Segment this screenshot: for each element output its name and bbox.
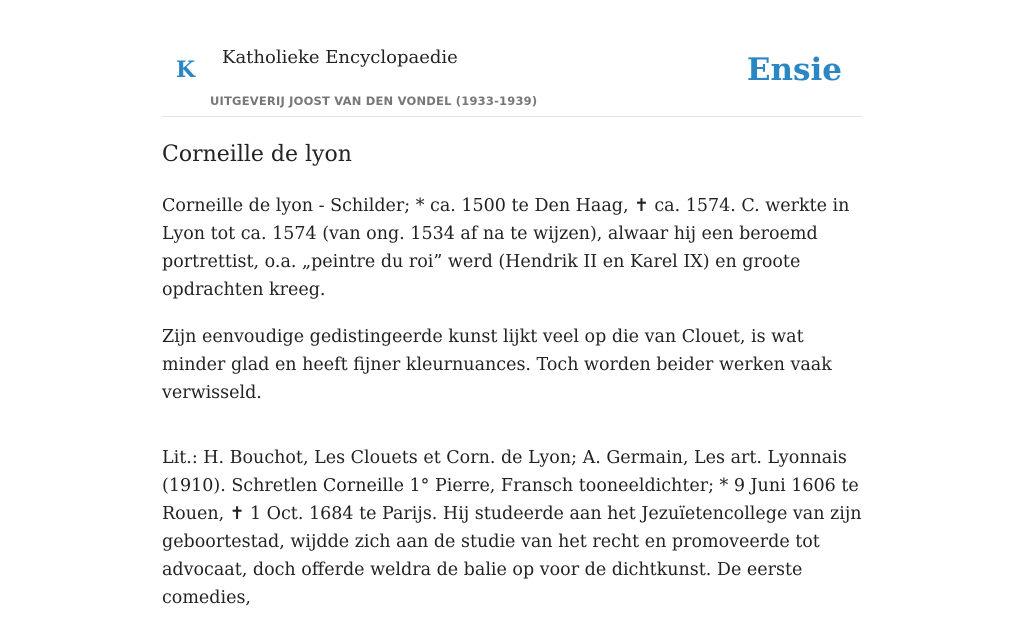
site-header (162, 0, 862, 117)
article-paragraph: Lit.: H. Bouchot, Les Clouets et Corn. de Lyon; A. Germain, Les art. Lyonnais (1910). Schretlen Corneille 1° Pierre, Fransch tooneeldichter; * 9 Juni 1606 te Rouen, ✝ 1 Oct. 1684 te Parijs. Hij studeerde aan het Jezuïetencollege van zijn geboortestad, wijdde zich aan de studie van het recht en promoveerde tot advocaat, doch offerde weldra de balie op voor de dichtkunst. De eerste comedies, (162, 448, 862, 608)
encyclopedia-logo[interactable]: K (176, 57, 196, 83)
article-title: Corneille de lyon (162, 142, 352, 167)
ensie-brand-logo[interactable]: Ensie (746, 52, 842, 88)
article-paragraph: Corneille de lyon - Schilder; * ca. 1500 te Den Haag, ✝ ca. 1574. C. werkte in Lyon tot ca. 1574 (van ong. 1534 af na te wijzen), alwaar hij een beroemd portrettist, o.a. „peintre du roi” werd (Hendrik II en Karel IX) en groote opdrachten kreeg. (162, 196, 850, 300)
publication-title: Katholieke Encyclopaedie (222, 47, 458, 68)
article-body (162, 192, 867, 631)
article-paragraph: Zijn eenvoudige gedistingeerde kunst lijkt veel op die van Clouet, is wat minder glad en heeft fijner kleurnuances. Toch worden beider werken vaak verwisseld. (162, 327, 832, 403)
publisher-subtitle: UITGEVERIJ JOOST VAN DEN VONDEL (1933-1939) (210, 94, 538, 108)
